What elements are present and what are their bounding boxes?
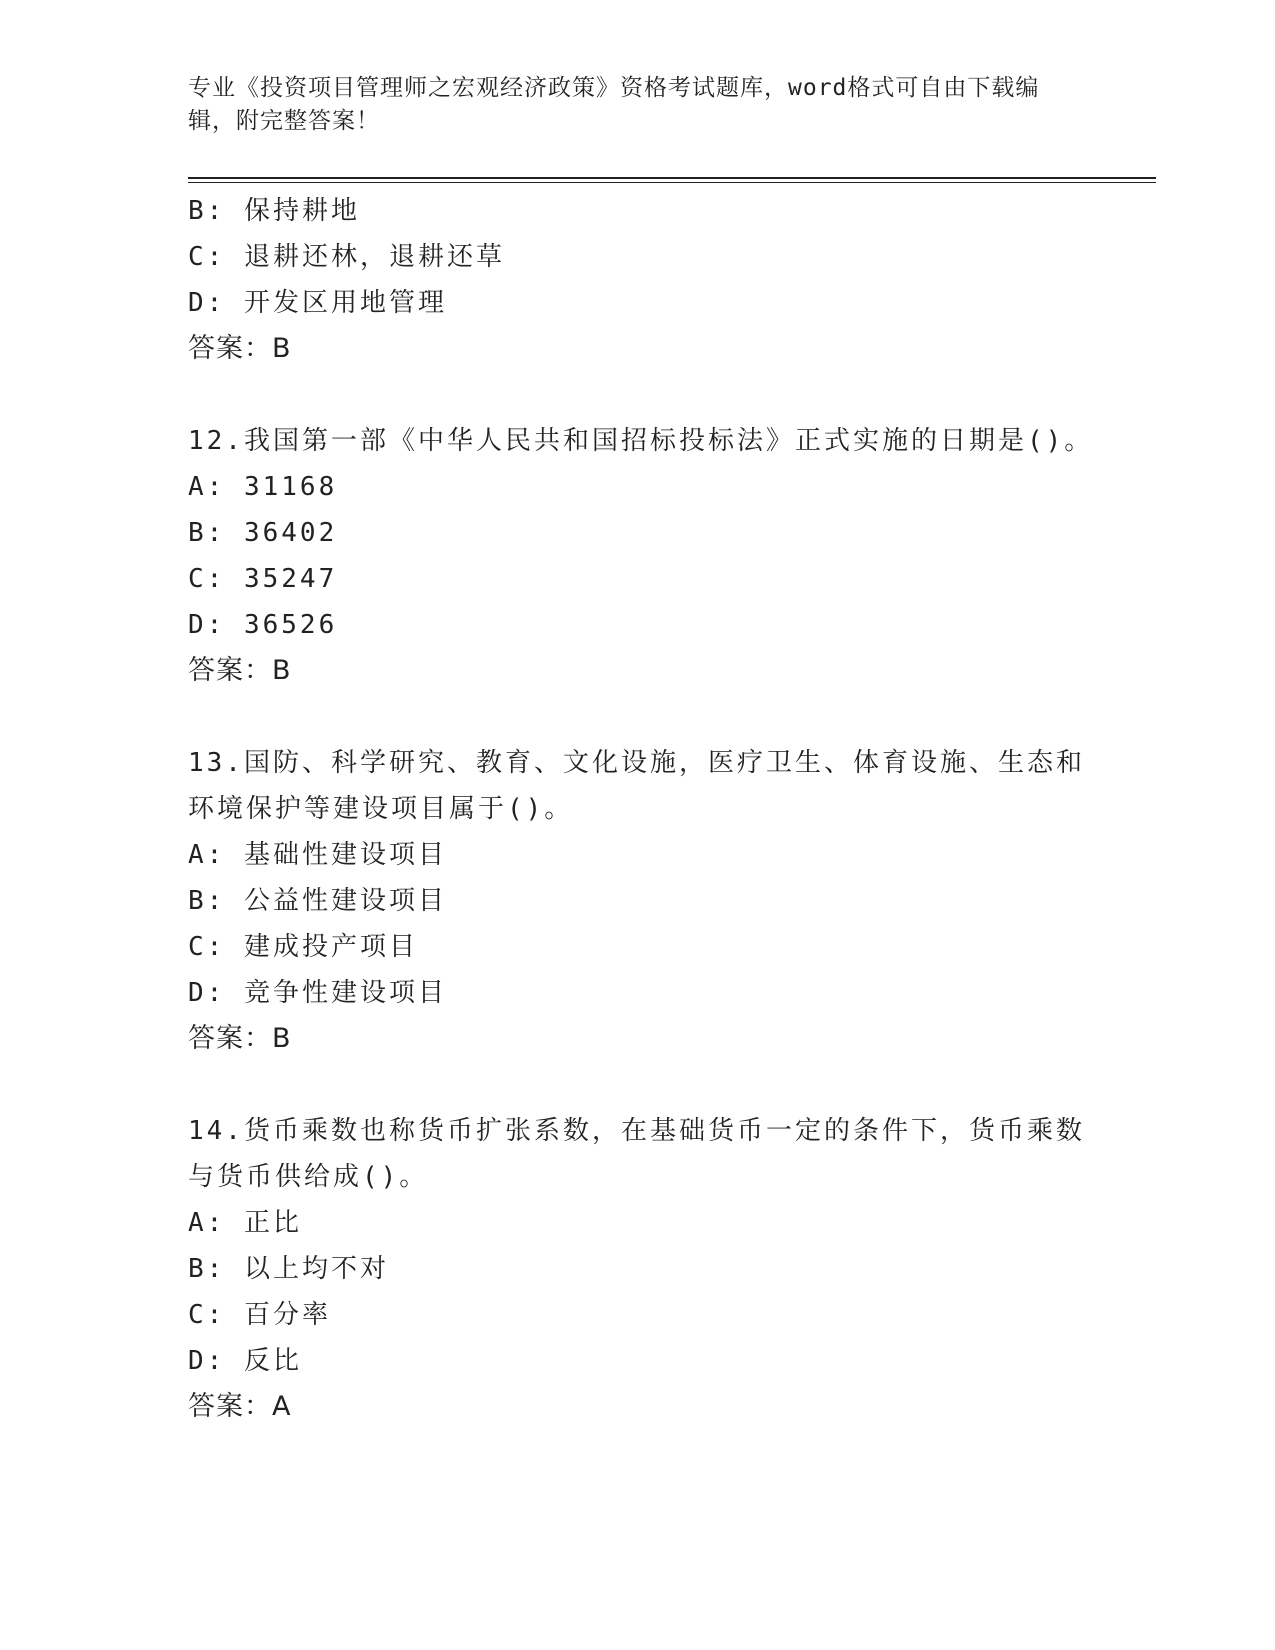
header-rule-thin bbox=[188, 182, 1156, 183]
option-d: D: 开发区用地管理 bbox=[188, 288, 447, 318]
question-stem-line-2: 与货币供给成()。 bbox=[188, 1162, 429, 1192]
answer: 答案：B bbox=[188, 655, 292, 686]
question-stem: 12.我国第一部《中华人民共和国招标投标法》正式实施的日期是()。 bbox=[188, 426, 1094, 456]
question-content bbox=[188, 188, 1094, 1430]
answer: 答案：B bbox=[188, 333, 292, 364]
question-13 bbox=[188, 740, 1088, 1062]
option-c: C: 建成投产项目 bbox=[188, 932, 418, 962]
option-b: B: 以上均不对 bbox=[188, 1254, 389, 1284]
option-d: D: 竞争性建设项目 bbox=[188, 978, 447, 1008]
option-c: C: 35247 bbox=[188, 564, 338, 594]
question-11-continued bbox=[188, 188, 1088, 372]
document-header bbox=[188, 72, 1068, 138]
option-b: B: 保持耕地 bbox=[188, 196, 360, 226]
header-line-2: 辑，附完整答案！ bbox=[188, 108, 380, 134]
option-a: A: 基础性建设项目 bbox=[188, 840, 447, 870]
question-14 bbox=[188, 1108, 1088, 1430]
option-b: B: 36402 bbox=[188, 518, 338, 548]
header-rule-thick bbox=[188, 177, 1156, 179]
question-stem-line-2: 环境保护等建设项目属于()。 bbox=[188, 794, 574, 824]
option-b: B: 公益性建设项目 bbox=[188, 886, 447, 916]
question-stem-line-1: 14.货币乘数也称货币扩张系数，在基础货币一定的条件下，货币乘数 bbox=[188, 1116, 1085, 1146]
question-stem-line-1: 13.国防、科学研究、教育、文化设施，医疗卫生、体育设施、生态和 bbox=[188, 748, 1085, 778]
option-d: D: 反比 bbox=[188, 1346, 302, 1376]
option-c: C: 百分率 bbox=[188, 1300, 331, 1330]
option-d: D: 36526 bbox=[188, 610, 338, 640]
question-12 bbox=[188, 418, 1094, 694]
header-line-1: 专业《投资项目管理师之宏观经济政策》资格考试题库，word格式可自由下载编 bbox=[188, 75, 1040, 101]
answer: 答案：A bbox=[188, 1391, 292, 1422]
option-a: A: 31168 bbox=[188, 472, 338, 502]
answer: 答案：B bbox=[188, 1023, 292, 1054]
option-c: C: 退耕还林，退耕还草 bbox=[188, 242, 505, 272]
option-a: A: 正比 bbox=[188, 1208, 302, 1238]
